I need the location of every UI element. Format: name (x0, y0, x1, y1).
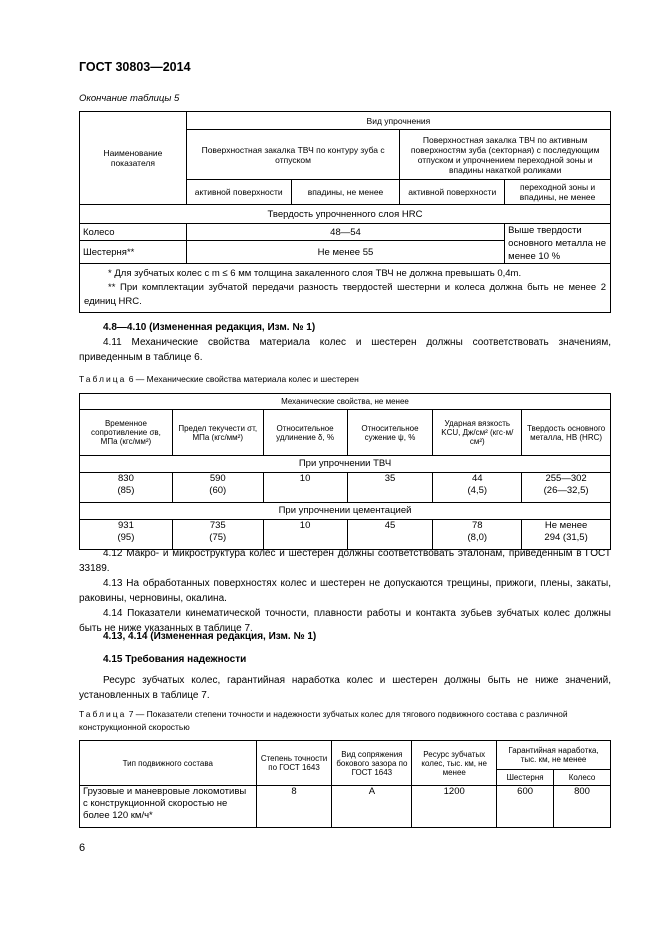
header-yield: Предел текучести σт, МПа (кгс/мм²) (172, 410, 263, 456)
table5-caption: Окончание таблицы 5 (79, 93, 180, 104)
col-root-1: впадины, не менее (291, 180, 400, 205)
table6-group-header: Механические свойства, не менее (80, 394, 611, 410)
header-accuracy: Степень точности по ГОСТ 1643 (256, 741, 332, 786)
section-carburizing: При упрочнении цементацией (80, 503, 611, 520)
table-cell: 10 (263, 520, 347, 550)
paragraph-4-11: 4.11 Механические свойства материала колес и шестерен должны соответствовать значениям, приведенным в таблице 6. (79, 337, 611, 363)
row-freight-name: Грузовые и маневровые локомотивы с конструкционной скоростью не более 120 км/ч* (80, 786, 257, 828)
table6-caption-word: Таблица (79, 374, 127, 384)
table-cell: A (332, 786, 412, 828)
group-header: Вид упрочнения (186, 112, 610, 130)
table-cell: 8 (256, 786, 332, 828)
table-cell: 78 (8,0) (433, 520, 522, 550)
col-transition-root: переходной зоны и впадины, не менее (505, 180, 611, 205)
table5-note-1: * Для зубчатых колес с m ≤ 6 мм толщина закаленного слоя ТВЧ не должна превышать 0,4m. (108, 268, 522, 279)
subheader-sector: Поверхностная закалка ТВЧ по активным поверхностям зуба (секторная) с последующим отпуском и упрочнением переходной зоны и впадины накаткой роликами (400, 130, 611, 180)
header-backlash: Вид сопряжения бокового зазора по ГОСТ 1643 (332, 741, 412, 786)
table-cell: 931 (95) (80, 520, 173, 550)
table-cell: 45 (347, 520, 433, 550)
table7-caption (79, 708, 611, 734)
table-cell: Не менее 294 (31,5) (522, 520, 611, 550)
section-reliability: 4.15 Требования надежности (103, 654, 247, 665)
amendment-4-13: 4.13, 4.14 (Измененная редакция, Изм. № 1) (103, 631, 317, 642)
table-cell: 800 (554, 786, 611, 828)
header-elongation: Относительное удлинение δ, % (263, 410, 347, 456)
row-pinion-value: Не менее 55 (186, 241, 504, 264)
paragraph-4-12: 4.12 Макро- и микроструктура колес и шестерен должны соответствовать эталонам, приведенным в ГОСТ 33189. (79, 548, 611, 574)
row-wheel-name: Колесо (80, 224, 187, 241)
table-cell: 35 (347, 473, 433, 503)
page-number: 6 (79, 842, 86, 854)
section-hardness: Твердость упрочненного слоя HRC (80, 205, 611, 224)
subheader-contour: Поверхностная закалка ТВЧ по контуру зуба с отпуском (186, 130, 400, 180)
table-6 (79, 393, 611, 550)
row-pinion-name: Шестерня** (80, 241, 187, 264)
column-header-name: Наименование показателя (80, 112, 187, 205)
table6-caption (79, 373, 611, 386)
header-pinion: Шестерня (497, 770, 554, 786)
paragraph-4-14: 4.14 Показатели кинематической точности, плавности работы и контакта зубьев зубчатых колес должны быть не ниже указанных в таблице 7. (79, 608, 611, 634)
table-5 (79, 111, 611, 313)
side-value: Выше твердости основного металла не менее 10 % (505, 224, 611, 264)
paragraph-4-13: 4.13 На обработанных поверхностях колес и шестерен не допускаются трещины, прижоги, плены, закаты, раковины, черновины, окалина. (79, 578, 611, 604)
table-cell: 600 (497, 786, 554, 828)
paragraph-reliability: Ресурс зубчатых колес, гарантийная наработка колес и шестерен должны быть не ниже значений, установленных в таблице 7. (79, 675, 611, 701)
table7-caption-text: 7 — Показатели степени точности и надежности зубчатых колес для тягового подвижного состава с различной конструкционной скоростью (79, 709, 568, 732)
table7-caption-word: Таблица (79, 709, 127, 719)
table6-caption-text: 6 — Механические свойства материала колес и шестерен (128, 374, 359, 384)
amendment-4-8: 4.8—4.10 (Измененная редакция, Изм. № 1) (103, 322, 316, 333)
header-contraction: Относительное сужение ψ, % (347, 410, 433, 456)
col-active-surface-2: активной поверхности (400, 180, 505, 205)
header-hardness: Твердость основного металла, НВ (HRC) (522, 410, 611, 456)
header-vehicle-type: Тип подвижного состава (80, 741, 257, 786)
col-active-surface-1: активной поверхности (186, 180, 291, 205)
table-cell: 10 (263, 473, 347, 503)
table-7 (79, 740, 611, 828)
table-cell: 590 (60) (172, 473, 263, 503)
table-cell: 830 (85) (80, 473, 173, 503)
table-cell: 44 (4,5) (433, 473, 522, 503)
document-header: ГОСТ 30803—2014 (79, 60, 191, 74)
header-impact: Ударная вязкость KCU, Дж/см² (кгс·м/см²) (433, 410, 522, 456)
table5-note-2: ** При комплектации зубчатой передачи разность твердостей шестерни и колеса должна быть не менее 2 единиц HRC. (84, 282, 606, 307)
header-warranty: Гарантийная наработка, тыс. км, не менее (497, 741, 611, 770)
header-wheel: Колесо (554, 770, 611, 786)
table-cell: 735 (75) (172, 520, 263, 550)
row-wheel-value: 48—54 (186, 224, 504, 241)
section-hfc: При упрочнении ТВЧ (80, 456, 611, 473)
header-resource: Ресурс зубчатых колес, тыс. км, не менее (412, 741, 497, 786)
table-cell: 255—302 (26—32,5) (522, 473, 611, 503)
table-cell: 1200 (412, 786, 497, 828)
header-tensile: Временное сопротивление σв, МПа (кгс/мм²) (80, 410, 173, 456)
